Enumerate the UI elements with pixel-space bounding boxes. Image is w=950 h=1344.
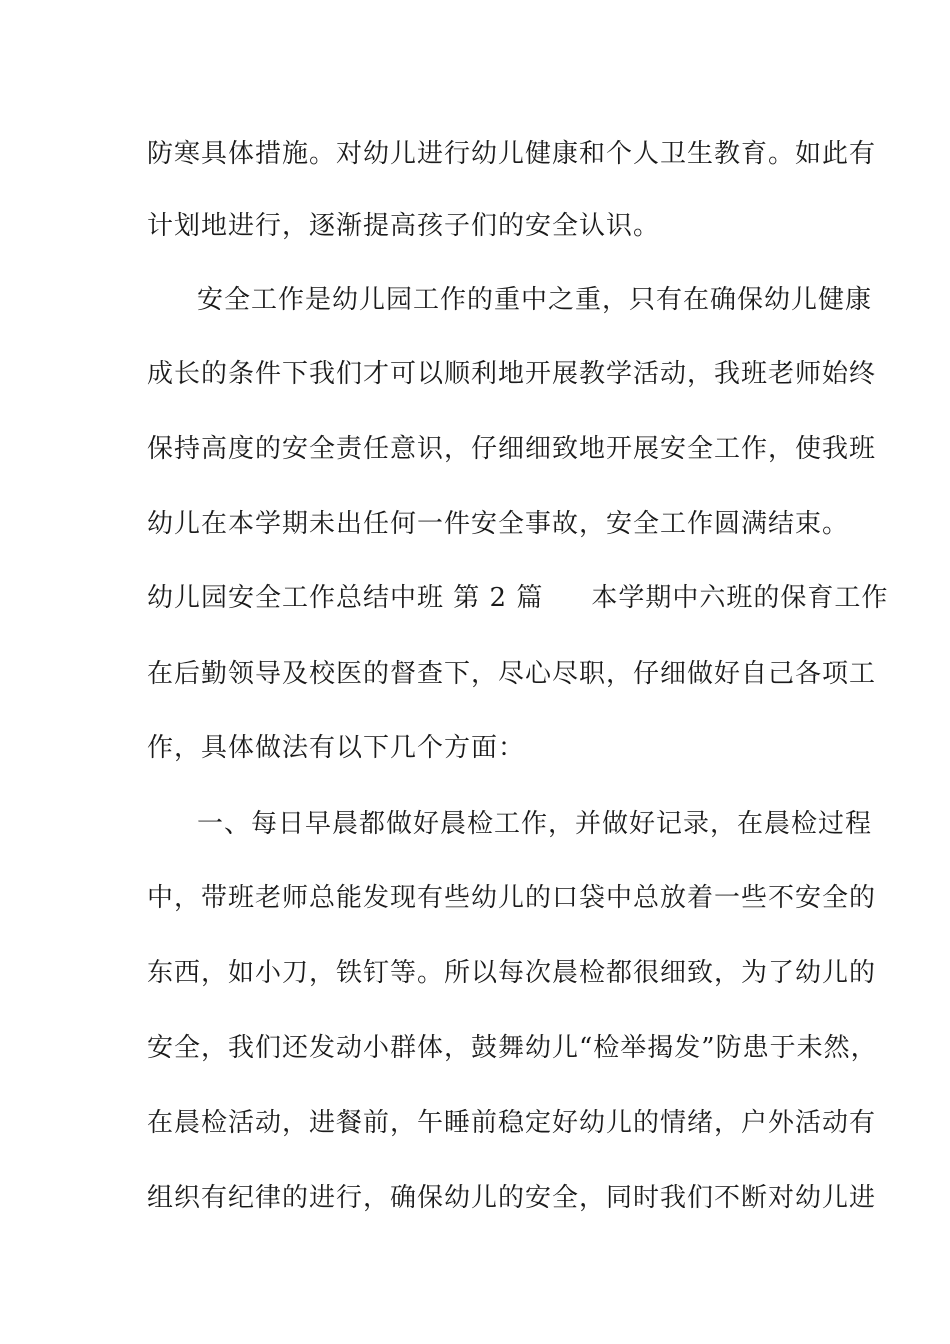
text-line-9: 作，具体做法有以下几个方面： <box>147 733 526 763</box>
text-line-8: 在后勤领导及校医的督查下，尽心尽职，仔细做好自己各项工 <box>147 659 877 689</box>
section-first-text: 本学期中六班的保育工作 <box>591 583 889 613</box>
text-line-12: 东西，如小刀，铁钉等。所以每次晨检都很细致，为了幼儿的 <box>147 958 877 988</box>
text-line-10: 一、每日早晨都做好晨检工作，并做好记录，在晨检过程 <box>197 809 873 839</box>
text-line-1: 防寒具体措施。对幼儿进行幼儿健康和个人卫生教育。如此有 <box>147 139 877 169</box>
section-heading: 幼儿园安全工作总结中班 第 2 篇 <box>147 583 544 613</box>
text-line-14: 在晨检活动，进餐前，午睡前稳定好幼儿的情绪，户外活动有 <box>147 1108 877 1138</box>
text-line-2: 计划地进行，逐渐提高孩子们的安全认识。 <box>147 211 661 241</box>
text-line-4: 成长的条件下我们才可以顺利地开展教学活动，我班老师始终 <box>147 359 877 389</box>
text-line-6: 幼儿在本学期未出任何一件安全事故，安全工作圆满结束。 <box>147 509 850 539</box>
text-line-15: 组织有纪律的进行，确保幼儿的安全，同时我们不断对幼儿进 <box>147 1183 877 1213</box>
text-line-3: 安全工作是幼儿园工作的重中之重，只有在确保幼儿健康 <box>197 285 873 315</box>
section-heading-line <box>147 583 889 613</box>
text-line-5: 保持高度的安全责任意识，仔细细致地开展安全工作，使我班 <box>147 434 877 464</box>
text-line-11: 中，带班老师总能发现有些幼儿的口袋中总放着一些不安全的 <box>147 883 877 913</box>
text-line-13: 安全，我们还发动小群体，鼓舞幼儿“检举揭发”防患于未然， <box>147 1033 878 1063</box>
